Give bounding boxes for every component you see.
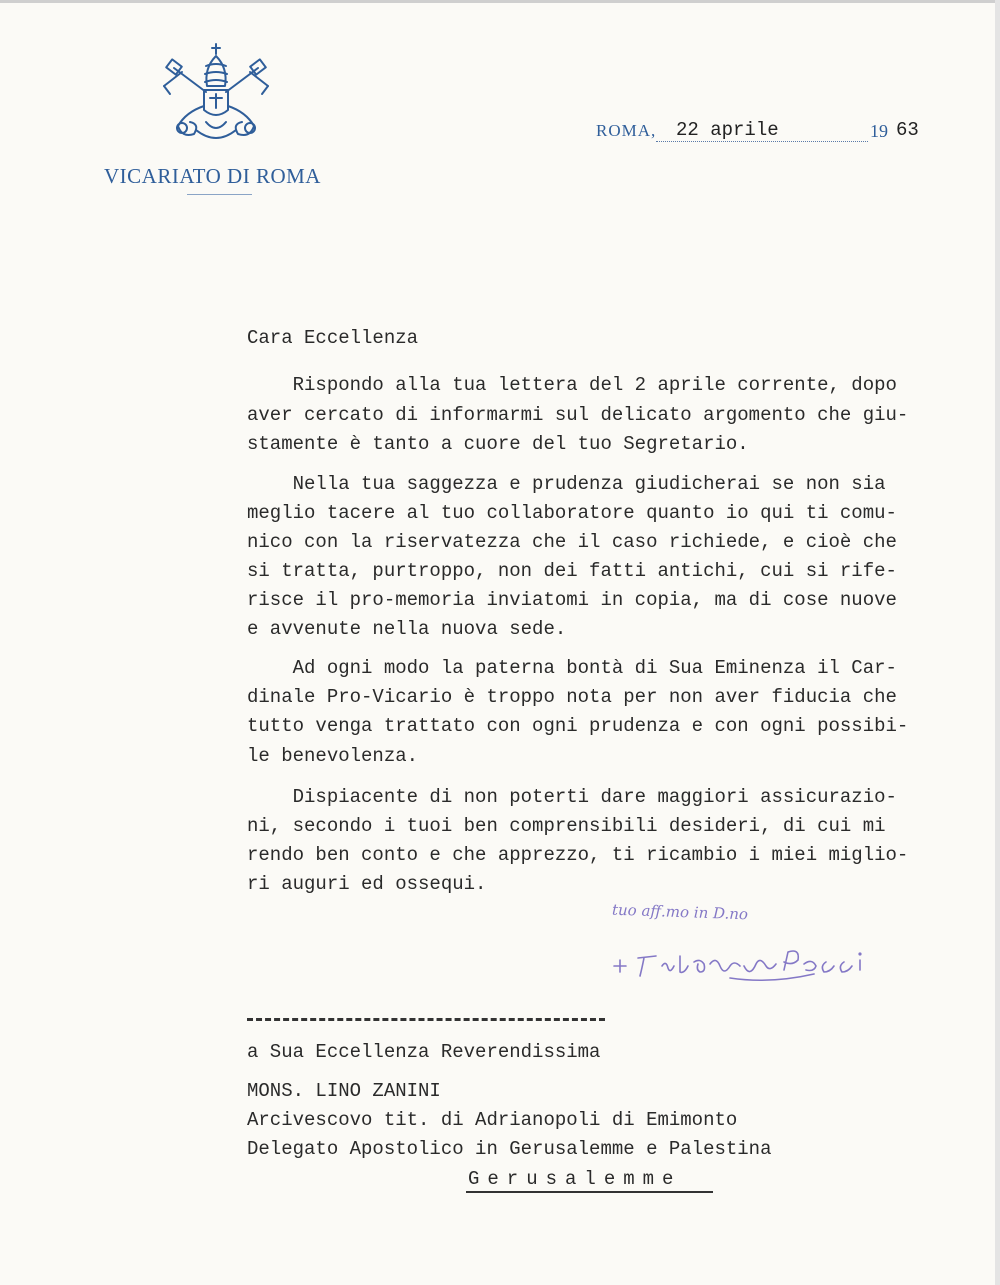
recipient-title: Arcivescovo tit. di Adrianopoli di Emimonto <box>247 1109 738 1131</box>
date-day-month: 22 aprile <box>676 119 779 141</box>
scan-edge-top <box>0 0 1000 3</box>
body-line: meglio tacere al tuo collaboratore quanto io qui ti comu- <box>247 502 897 524</box>
body-line: nico con la riservatezza che il caso richiede, e cioè che <box>247 531 897 553</box>
scan-edge-right <box>995 0 1000 1285</box>
date-year-suffix: 63 <box>896 119 919 141</box>
body-line: dinale Pro-Vicario è troppo nota per non aver fiducia che <box>247 686 897 708</box>
recipient-city: Gerusalemme <box>468 1168 682 1190</box>
recipient-city-underline <box>466 1191 713 1193</box>
body-line: tutto venga trattato con ogni prudenza e con ogni possibi- <box>247 715 909 737</box>
papal-coat-of-arms-icon <box>160 42 272 150</box>
body-line: e avvenute nella nuova sede. <box>247 618 567 640</box>
handwritten-signature <box>600 900 900 990</box>
address-separator <box>247 1018 605 1021</box>
body-line: ri auguri ed ossequi. <box>247 873 487 895</box>
salutation: Cara Eccellenza <box>247 327 419 349</box>
body-line: ni, secondo i tuoi ben comprensibili desideri, di cui mi <box>247 815 886 837</box>
institution-name: VICARIATO DI ROMA <box>104 164 321 188</box>
body-line: Nella tua saggezza e prudenza giudicherai se non sia <box>247 473 886 495</box>
recipient-address-line: a Sua Eccellenza Reverendissima <box>247 1041 601 1063</box>
body-line: rendo ben conto e che apprezzo, ti ricambio i miei miglio- <box>247 844 909 866</box>
signature-closing: tuo aff.mo in D.no <box>611 900 749 924</box>
body-line: Rispondo alla tua lettera del 2 aprile corrente, dopo <box>247 374 897 396</box>
body-line: Ad ogni modo la paterna bontà di Sua Eminenza il Car- <box>247 657 897 679</box>
body-line: Dispiacente di non poterti dare maggiori assicurazio- <box>247 786 897 808</box>
date-year-prefix: 19 <box>870 121 888 141</box>
recipient-name: MONS. LINO ZANINI <box>247 1080 441 1102</box>
recipient-office: Delegato Apostolico in Gerusalemme e Palestina <box>247 1138 772 1160</box>
letterhead-rule <box>187 194 252 195</box>
body-line: si tratta, purtroppo, non dei fatti antichi, cui si rife- <box>247 560 897 582</box>
body-line: risce il pro-memoria inviatomi in copia, ma di cose nuove <box>247 589 897 611</box>
date-city: ROMA, <box>596 121 657 140</box>
body-line: aver cercato di informarmi sul delicato argomento che giu- <box>247 404 909 426</box>
body-line: le benevolenza. <box>247 745 419 767</box>
body-line: stamente è tanto a cuore del tuo Segretario. <box>247 433 749 455</box>
date-dotted-line <box>656 141 868 142</box>
